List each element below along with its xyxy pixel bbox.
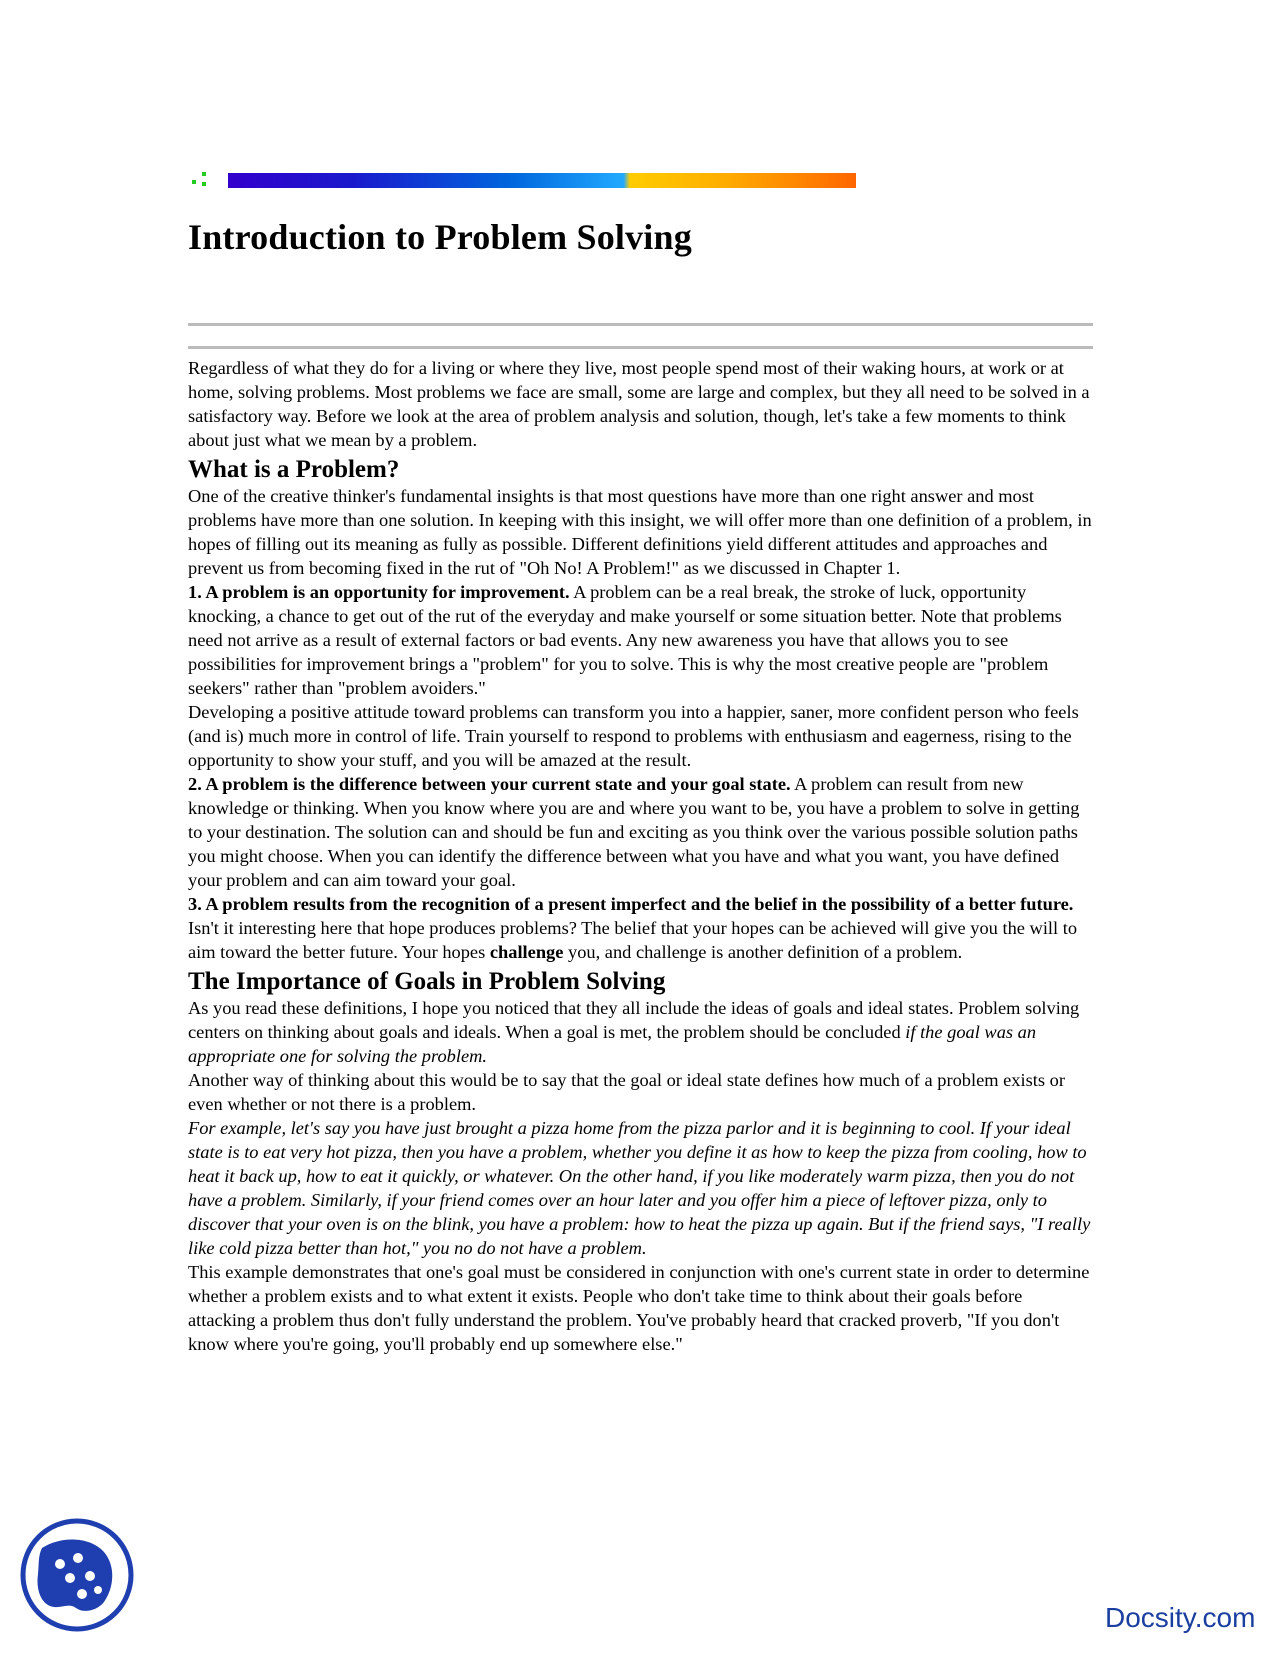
pizza-example-text: For example, let's say you have just brought a pizza home from the pizza parlor and it is beginning to cool. If your ideal state is to eat very hot pizza, then you have a problem, whether you define it as how to keep the pizza from cooling, how to heat it back up, how to eat it quickly, or whatever. On the other hand, if you like moderately warm pizza, then you do not have a problem. Similarly, if your friend comes over an hour later and you offer him a piece of leftover pizza, only to discover that your oven is on the blink, you have a problem: how to heat the pizza up again. But if the friend says, "I really like cold pizza better than hot," you no do not have a problem. <box>188 1118 1091 1258</box>
definition-1-paragraph <box>188 580 1093 700</box>
definition-3-emphasis: challenge <box>489 942 564 962</box>
goals-paragraph-1-italic: if the goal was an appropriate one for solving the problem. <box>188 1022 1037 1066</box>
definition-3-paragraph <box>188 892 1093 964</box>
definition-3-text-b: you, and challenge is another definition of a problem. <box>563 942 963 962</box>
definition-2-title: 2. A problem is the difference between your current state and your goal state. <box>188 774 791 794</box>
definition-2-text: A problem can result from new knowledge or thinking. When you know where you are and where you want to be, you have a problem to solve in getting to your destination. The solution can and should be fun and exciting as you think over the various possible solution paths you might choose. When you can identify the difference between what you have and what you want, you have defined your problem and can aim toward your goal. <box>188 774 1080 890</box>
document-body <box>188 356 1093 1356</box>
goals-paragraph-3: This example demonstrates that one's goal must be considered in conjunction with one's current state in order to determine whether a problem exists and to what extent it exists. People who don't take time to think about their goals before attacking a problem thus don't fully understand the problem. You've probably heard that cracked proverb, "If you don't know where you're going, you'll probably end up somewhere else." <box>188 1262 1090 1354</box>
goals-paragraph-1 <box>188 996 1093 1068</box>
header-dots-icon <box>190 160 218 190</box>
goals-paragraph-2: Another way of thinking about this would be to say that the goal or ideal state defines how much of a problem exists or even whether or not there is a problem. <box>188 1070 1065 1114</box>
page-title: Introduction to Problem Solving <box>188 217 692 257</box>
docsity-logo-icon[interactable] <box>20 1518 134 1632</box>
definition-2-paragraph <box>188 772 1093 892</box>
definition-3-title: 3. A problem results from the recognition of a present imperfect and the belief in the possibility of a better future. <box>188 894 1074 914</box>
goals-heading: The Importance of Goals in Problem Solving <box>188 968 666 995</box>
header-color-bar <box>228 173 856 188</box>
definition-1-text: A problem can be a real break, the stroke of luck, opportunity knocking, a chance to get out of the rut of the everyday and make yourself or some situation better. Note that problems need not arrive as a result of external factors or bad events. Any new awareness you have that allows you to see possibilities for improvement brings a "problem" for you to solve. This is why the most creative people are "problem seekers" rather than "problem avoiders." <box>188 582 1062 698</box>
what-is-problem-heading: What is a Problem? <box>188 456 400 483</box>
definition-3-text-a: Isn't it interesting here that hope produces problems? The belief that your hopes can be achieved will give you the will to aim toward the better future. Your hopes <box>188 918 1078 962</box>
definition-1-followup: Developing a positive attitude toward problems can transform you into a happier, saner, more confident person who feels (and is) much more in control of life. Train yourself to respond to problems with enthusiasm and eagerness, rising to the opportunity to show your stuff, and you will be amazed at the result. <box>188 702 1079 770</box>
what-is-problem-paragraph: One of the creative thinker's fundamental insights is that most questions have more than one right answer and most problems have more than one solution. In keeping with this insight, we will offer more than one definition of a problem, in hopes of filling out its meaning as fully as possible. Different definitions yield different attitudes and approaches and prevent us from becoming fixed in the rut of "Oh No! A Problem!" as we discussed in Chapter 1. <box>188 486 1092 578</box>
divider-top <box>188 323 1093 326</box>
goals-paragraph-1-text: As you read these definitions, I hope you noticed that they all include the ideas of goals and ideal states. Problem solving centers on thinking about goals and ideals. When a goal is met, the problem should be concluded <box>188 998 1080 1042</box>
definition-1-title: 1. A problem is an opportunity for improvement. <box>188 582 570 602</box>
divider-bottom <box>188 346 1093 349</box>
pizza-example <box>188 1116 1093 1260</box>
intro-paragraph: Regardless of what they do for a living or where they live, most people spend most of their waking hours, at work or at home, solving problems. Most problems we face are small, some are large and complex, but they all need to be solved in a satisfactory way. Before we look at the area of problem analysis and solution, though, let's take a few moments to think about just what we mean by a problem. <box>188 358 1090 450</box>
docsity-brand-link[interactable]: Docsity.com <box>1105 1602 1256 1633</box>
